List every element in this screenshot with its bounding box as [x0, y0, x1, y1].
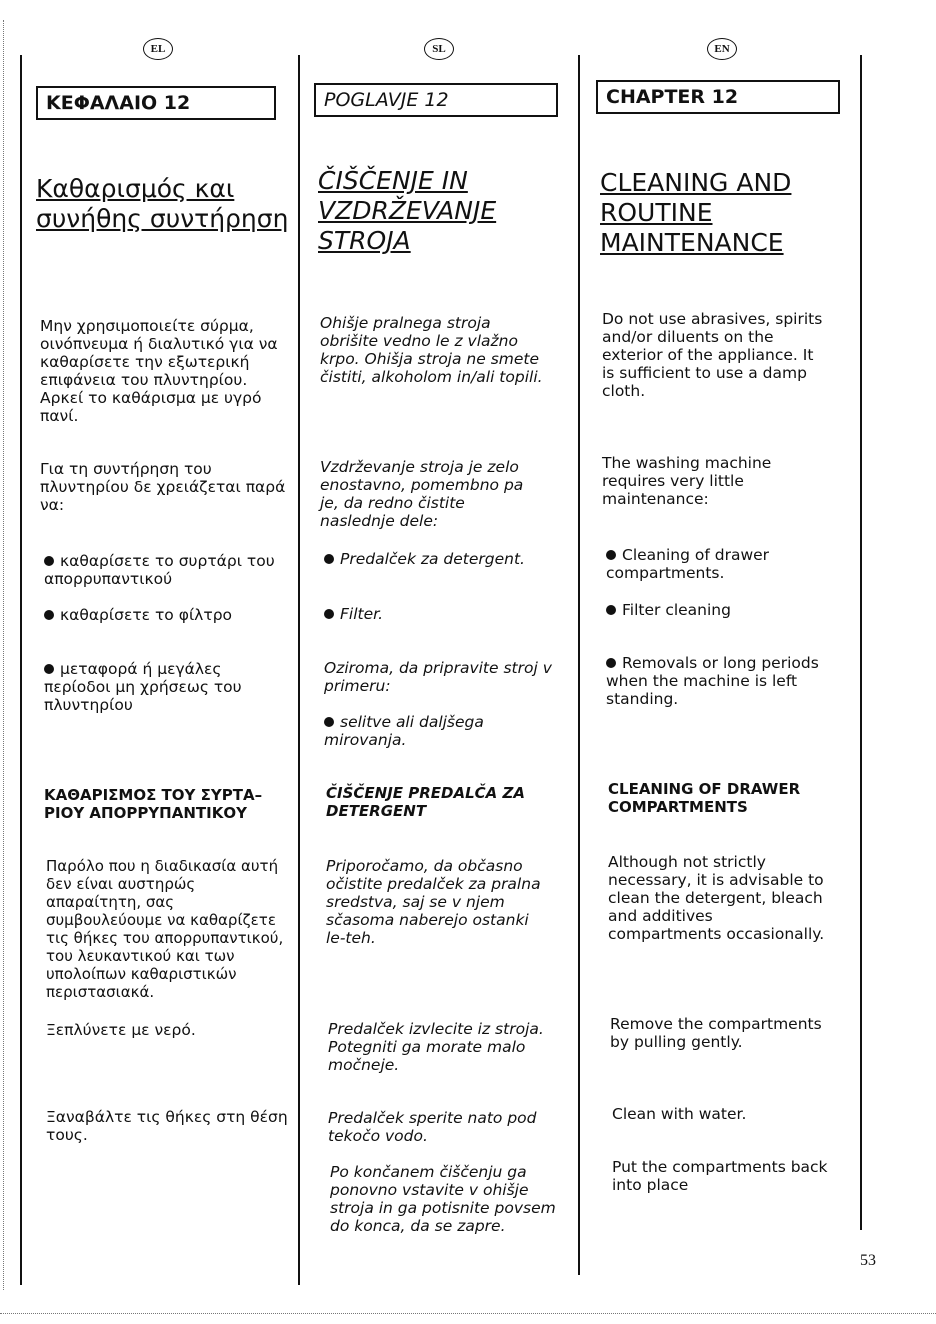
paragraph-en-5: Clean with water. — [612, 1105, 747, 1123]
section-heading-sl: ČIŠČENJE PREDALČA ZA DETERGENT — [326, 784, 525, 820]
bullet-dot-icon — [324, 554, 334, 564]
paragraph-sl-1: Ohišje pralnega stroja obrišite vedno le z vlažno krpo. Ohišja stroja ne smete čistiti, alkoholom in/ali topili. — [320, 314, 543, 386]
lang-badge-el: EL — [143, 38, 173, 60]
bullet-en-1: Cleaning of drawer compartments. — [606, 546, 770, 582]
chapter-heading-sl: POGLAVJE 12 — [314, 83, 558, 117]
bullet-el-3: μεταφορά ή μεγάλες περίοδοι μη χρήσεως του πλυντηρίου — [44, 660, 242, 714]
bullet-en-2: Filter cleaning — [606, 601, 731, 619]
paragraph-el-4: Ξεπλύνετε με νερό. — [46, 1021, 196, 1039]
paragraph-sl-5: Predalček izvlecite iz stroja. Potegniti ga morate malo močneje. — [328, 1020, 544, 1074]
scan-bottom-edge — [0, 1313, 936, 1315]
title-en: CLEANING AND ROUTINE MAINTENANCE — [600, 168, 792, 257]
section-heading-el: ΚΑΘΑΡΙΣΜΟΣ ΤΟΥ ΣΥΡΤΑ– ΡΙΟΥ ΑΠΟΡΡΥΠΑΝΤΙΚΟΥ — [44, 786, 263, 822]
column-divider-left — [20, 55, 22, 1285]
paragraph-en-6: Put the compartments back into place — [612, 1158, 828, 1194]
bullet-dot-icon — [44, 610, 54, 620]
title-el: Καθαρισμός και συνήθης συντήρηση — [36, 174, 289, 233]
bullet-sl-1: Predalček za detergent. — [324, 550, 525, 568]
bullet-dot-icon — [324, 609, 334, 619]
column-divider-right — [860, 55, 862, 1230]
paragraph-el-3: Παρόλο που η διαδικασία αυτή δεν είναι αυστηρώς απαραίτητη, σας συμβουλεύουμε να καθαρίζετε τις θήκες του απορρυπαντικού, του λευκαντικού και των υπολοίπων καθαριστικών περιστασιακά. — [46, 857, 284, 1001]
bullet-sl-3: selitve ali daljšega mirovanja. — [324, 713, 484, 749]
paragraph-sl-4: Priporočamo, da občasno očistite predalček za pralna sredstva, saj se v njem sčasoma naberejo ostanki le-teh. — [326, 857, 541, 947]
bullet-sl-2: Filter. — [324, 605, 383, 623]
paragraph-sl-7: Po končanem čiščenju ga ponovno vstavite v ohišje stroja in ga potisnite povsem do konca, da se zapre. — [330, 1163, 556, 1235]
bullet-en-3: Removals or long periods when the machine is left standing. — [606, 654, 819, 708]
paragraph-en-1: Do not use abrasives, spirits and/or diluents on the exterior of the appliance. It is sufficient to use a damp cloth. — [602, 310, 823, 400]
scan-left-edge — [3, 20, 5, 1290]
bullet-dot-icon — [324, 717, 334, 727]
paragraph-sl-2: Vzdrževanje stroja je zelo enostavno, pomembno pa je, da redno čistite naslednje dele: — [320, 458, 524, 530]
bullet-dot-icon — [44, 556, 54, 566]
page-number: 53 — [860, 1252, 876, 1269]
bullet-el-2: καθαρίσετε το φίλτρο — [44, 606, 232, 624]
paragraph-en-4: Remove the compartments by pulling gently. — [610, 1015, 822, 1051]
bullet-dot-icon — [606, 550, 616, 560]
chapter-heading-en: CHAPTER 12 — [596, 80, 840, 114]
paragraph-sl-6: Predalček sperite nato pod tekočo vodo. — [328, 1109, 537, 1145]
paragraph-el-1: Μην χρησιμοποιείτε σύρμα, οινόπνευμα ή διαλυτικό για να καθαρίσετε την εξωτερική επιφάνεια του πλυντηρίου. Αρκεί το καθάρισμα με υγρό πανί. — [40, 317, 278, 425]
paragraph-en-3: Although not strictly necessary, it is advisable to clean the detergent, bleach and additives compartments occasionally. — [608, 853, 825, 943]
bullet-el-1: καθαρίσετε το συρτάρι του απορρυπαντικού — [44, 552, 275, 588]
column-divider-2 — [578, 55, 580, 1275]
paragraph-el-5: Ξαναβάλτε τις θήκες στη θέση τους. — [46, 1108, 288, 1144]
bullet-dot-icon — [606, 605, 616, 615]
bullet-dot-icon — [606, 658, 616, 668]
paragraph-sl-3: Oziroma, da pripravite stroj v primeru: — [324, 659, 552, 695]
paragraph-en-2: The washing machine requires very little maintenance: — [602, 454, 772, 508]
paragraph-el-2: Για τη συντήρηση του πλυντηρίου δε χρειάζεται παρά να: — [40, 460, 286, 514]
lang-badge-en: EN — [707, 38, 737, 60]
chapter-heading-el: ΚΕΦΑΛΑΙΟ 12 — [36, 86, 276, 120]
title-sl: ČIŠČENJE IN VZDRŽEVANJE STROJA — [318, 166, 497, 255]
column-divider-1 — [298, 55, 300, 1285]
lang-badge-sl: SL — [424, 38, 454, 60]
bullet-dot-icon — [44, 664, 54, 674]
section-heading-en: CLEANING OF DRAWER COMPARTMENTS — [608, 780, 801, 816]
